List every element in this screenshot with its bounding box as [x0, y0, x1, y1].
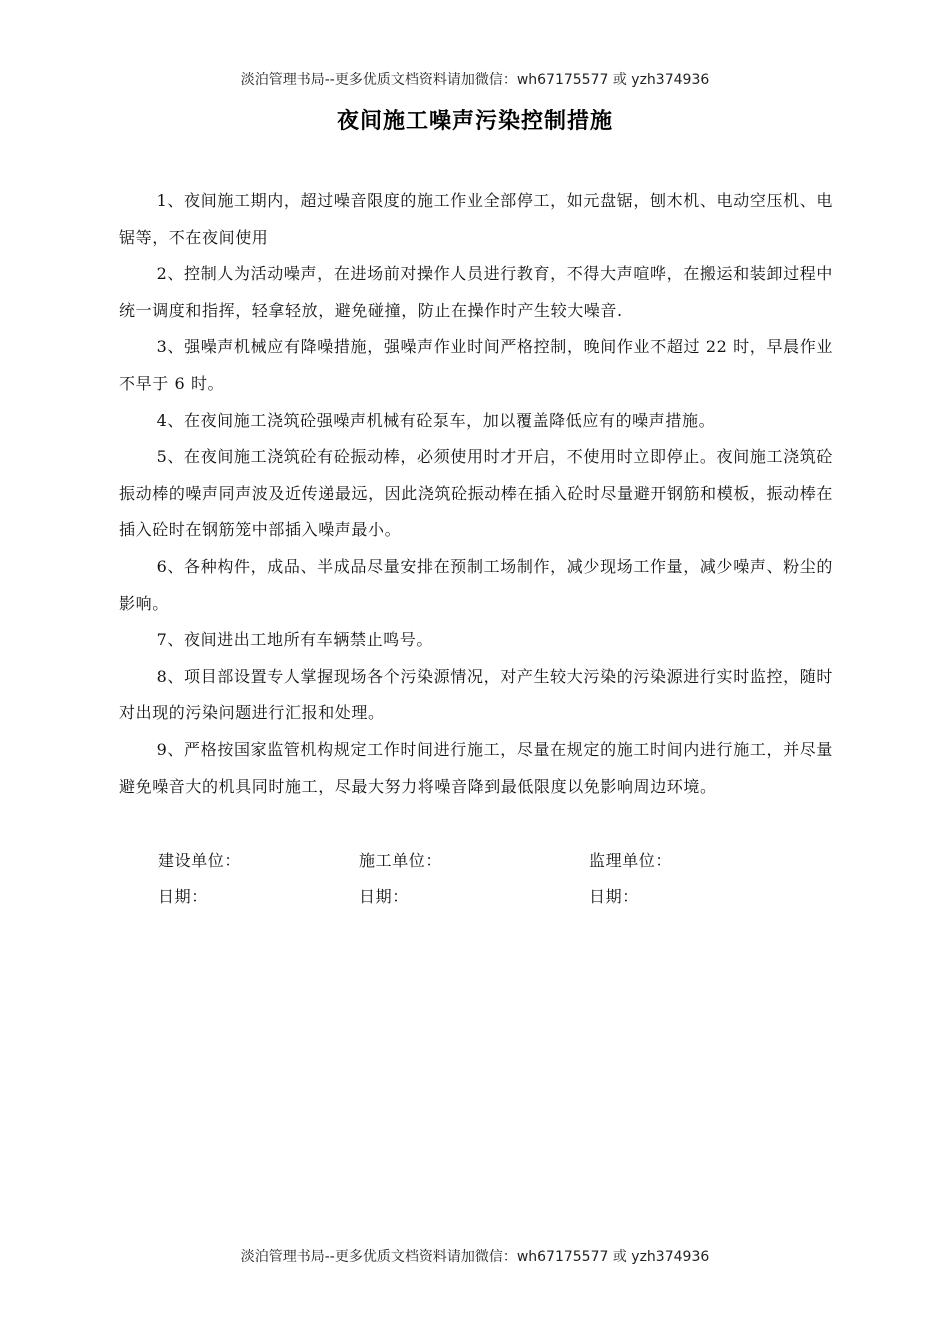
paragraph-8: 8、项目部设置专人掌握现场各个污染源情况，对产生较大污染的污染源进行实时监控，随时对出现的污染问题进行汇报和处理。 [119, 666, 833, 723]
page-footer-note: 淡泊管理书局--更多优质文档资料请加微信：wh67175577 或 yzh374936 [240, 1249, 710, 1265]
supervision-date-label: 日期： [589, 887, 639, 906]
construction-date-label: 日期： [158, 887, 208, 906]
paragraph-5: 5、在夜间施工浇筑砼有砼振动棒，必须使用时才开启，不使用时立即停止。夜间施工浇筑砼振动棒的噪声同声波及近传递最远，因此浇筑砼振动棒在插入砼时尽量避开钢筋和模板，振动棒在插入砼时在钢筋笼中部插入噪声最小。 [119, 447, 833, 540]
paragraph-6: 6、各种构件，成品、半成品尽量安排在预制工场制作，减少现场工作量，减少噪声、粉尘的影响。 [119, 556, 833, 613]
paragraph-3: 3、强噪声机械应有降噪措施，强噪声作业时间严格控制，晚间作业不超过 22 时，早晨作业不早于 6 时。 [119, 337, 833, 393]
paragraph-1: 1、夜间施工期内，超过噪音限度的施工作业全部停工，如元盘锯，刨木机、电动空压机、电锯等，不在夜间使用 [119, 191, 833, 247]
supervision-unit-label: 监理单位： [589, 851, 673, 870]
document-title: 夜间施工噪声污染控制措施 [336, 109, 613, 134]
paragraph-4: 4、在夜间施工浇筑砼强噪声机械有砼泵车，加以覆盖降低应有的噪声措施。 [156, 410, 716, 430]
builder-date-label: 日期： [359, 887, 409, 906]
paragraph-7: 7、夜间进出工地所有车辆禁止鸣号。 [156, 630, 433, 650]
document-body [119, 183, 833, 805]
paragraph-2: 2、控制人为活动噪声，在进场前对操作人员进行教育，不得大声喧哗，在搬运和装卸过程中统一调度和指挥，轻拿轻放，避免碰撞，防止在操作时产生较大噪音. [119, 264, 833, 320]
paragraph-9: 9、严格按国家监管机构规定工作时间进行施工，尽量在规定的施工时间内进行施工，并尽量避免噪音大的机具同时施工，尽最大努力将噪音降到最低限度以免影响周边环境。 [119, 739, 833, 796]
construction-unit-label: 建设单位： [158, 851, 242, 870]
page-header-note: 淡泊管理书局--更多优质文档资料请加微信：wh67175577 或 yzh374936 [240, 72, 710, 88]
builder-unit-label: 施工单位： [359, 851, 443, 870]
